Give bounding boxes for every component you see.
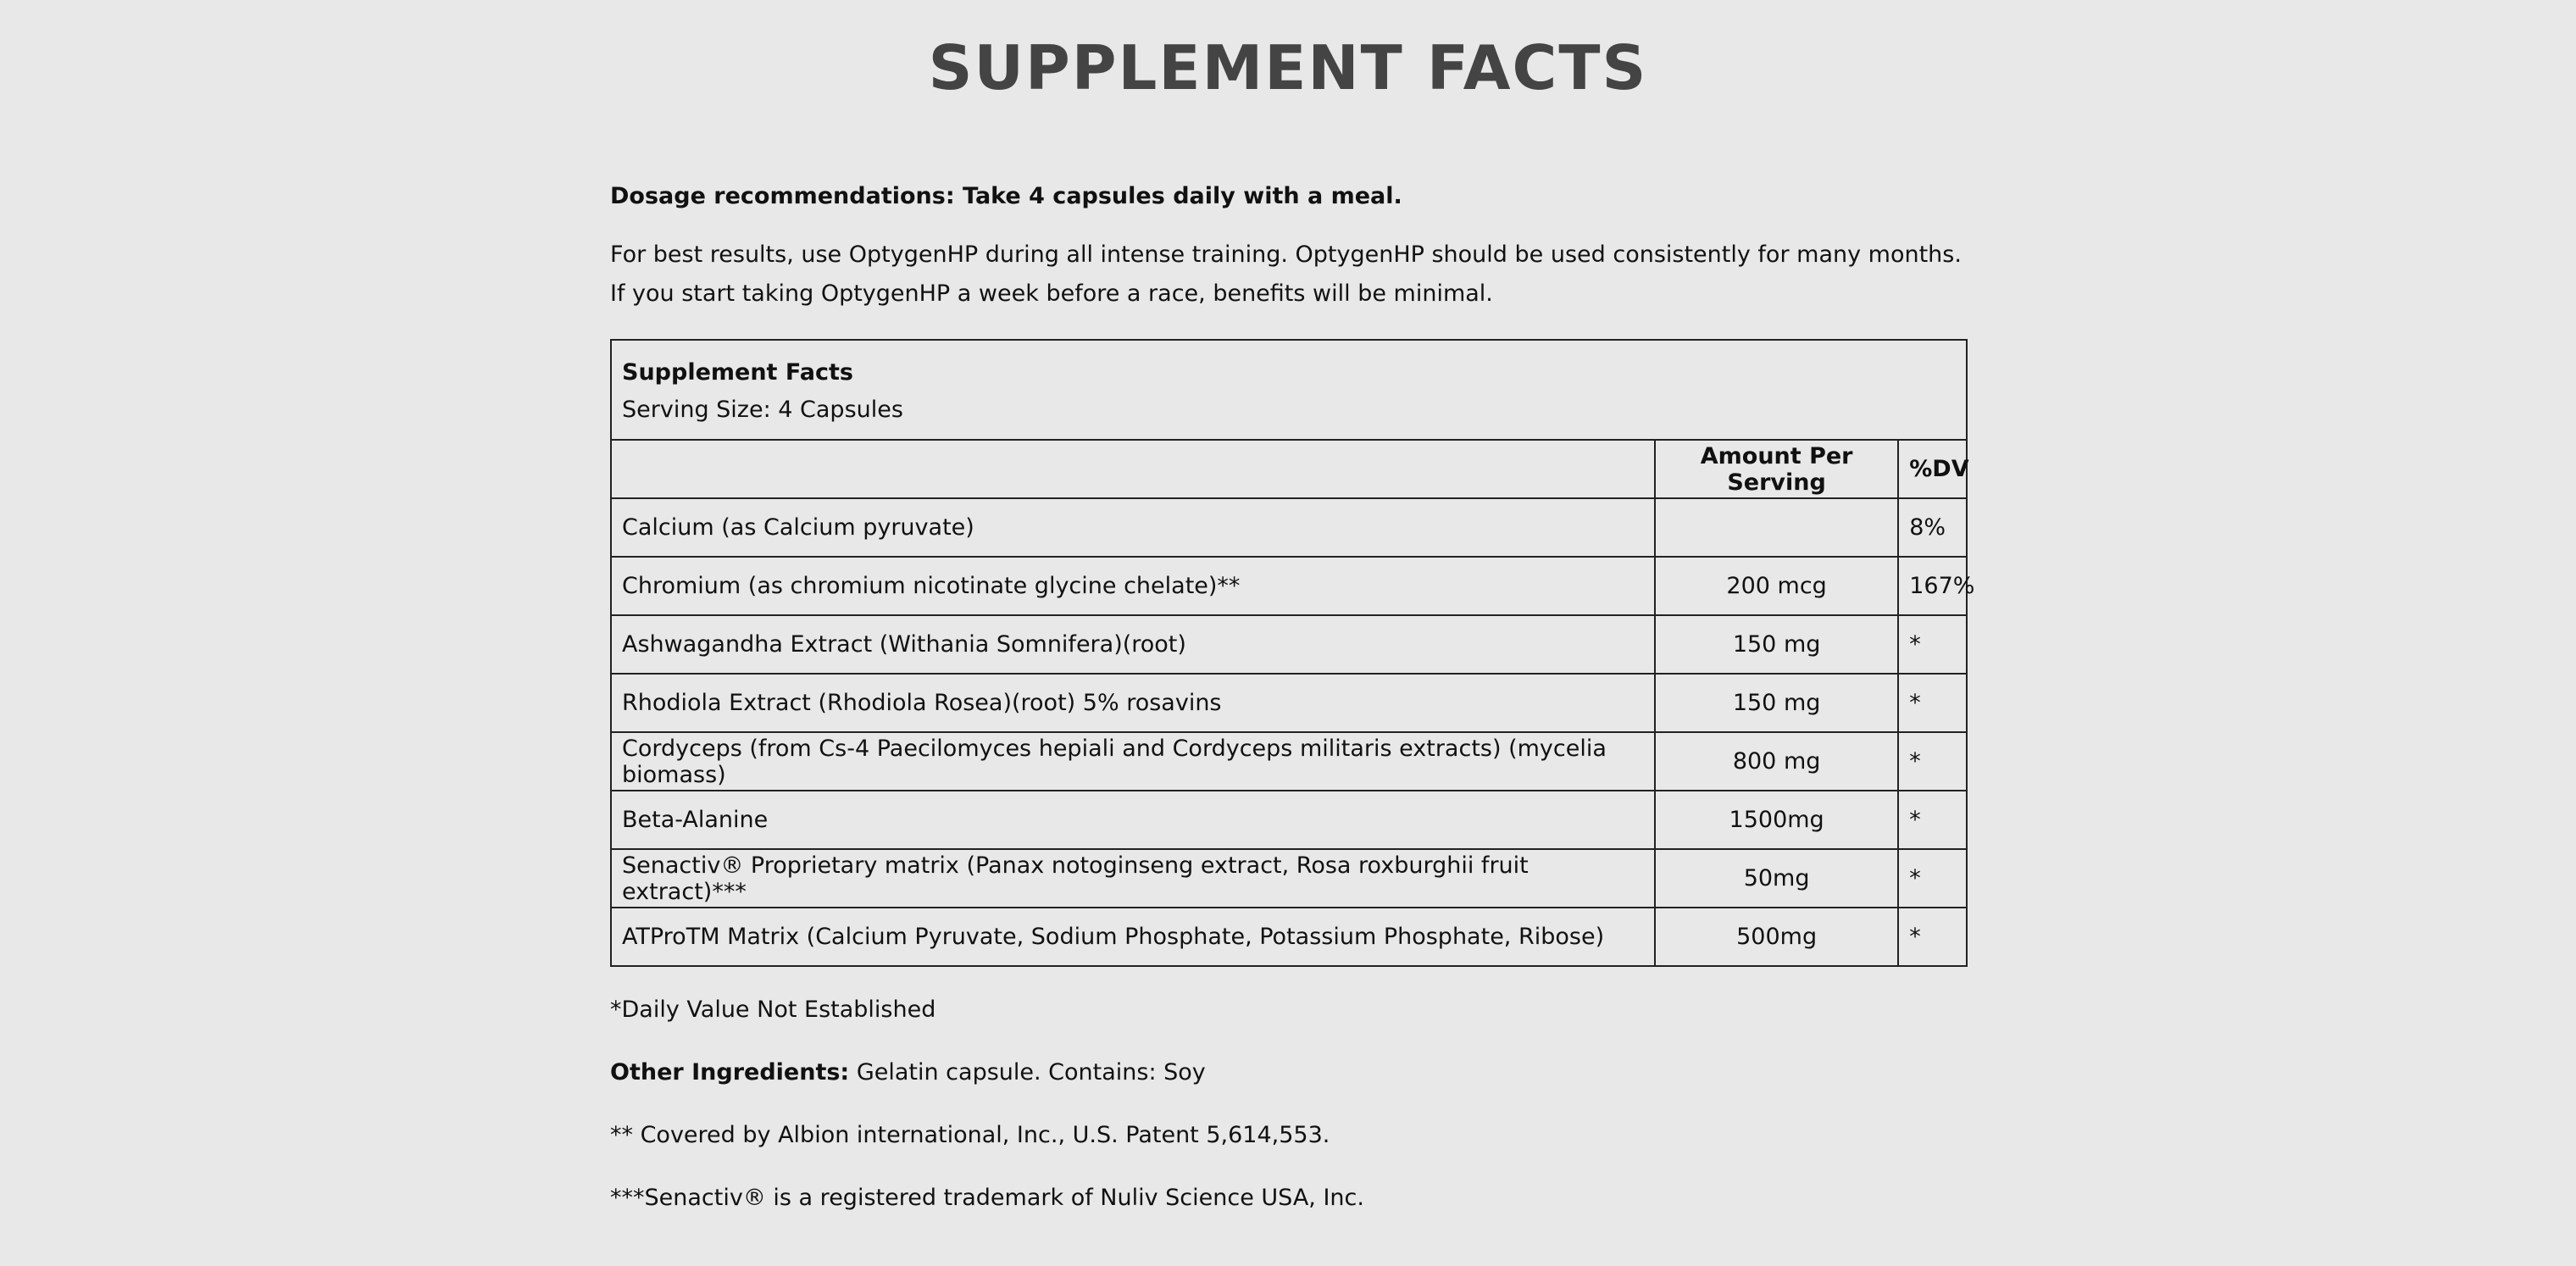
ingredient-dv: *	[1898, 674, 1967, 732]
column-header-name	[611, 440, 1655, 498]
facts-title: Supplement Facts	[622, 359, 853, 386]
column-header-row	[611, 440, 1967, 498]
ingredient-dv: *	[1898, 908, 1967, 966]
table-row	[611, 732, 1967, 791]
intro-paragraph: For best results, use OptygenHP during all intense training. OptygenHP should be used consistently for many months. If you start taking OptygenHP a week before a race, benefits will be minimal.	[610, 242, 1962, 307]
ingredient-amount: 150 mg	[1655, 615, 1898, 674]
column-header-amount: Amount Per Serving	[1655, 440, 1898, 498]
ingredient-dv: 167%	[1898, 557, 1967, 615]
serving-size: Serving Size: 4 Capsules	[622, 397, 903, 423]
table-row	[611, 615, 1967, 674]
ingredient-name: Beta-Alanine	[611, 791, 1655, 849]
ingredient-dv: *	[1898, 615, 1967, 674]
table-row	[611, 498, 1967, 557]
ingredient-name: Senactiv® Proprietary matrix (Panax notoginseng extract, Rosa roxburghii fruit extract)***	[611, 849, 1655, 908]
ingredient-name: Chromium (as chromium nicotinate glycine chelate)**	[611, 557, 1655, 615]
ingredient-amount: 150 mg	[1655, 674, 1898, 732]
facts-header-row	[611, 340, 1967, 440]
other-ingredients	[610, 1053, 1968, 1092]
albion-note: ** Covered by Albion international, Inc., U.S. Patent 5,614,553.	[610, 1122, 1330, 1148]
dosage-recommendation: Dosage recommendations: Take 4 capsules daily with a meal.	[610, 183, 1402, 209]
ingredient-amount: 800 mg	[1655, 732, 1898, 791]
supplement-facts-table	[610, 339, 1975, 967]
column-header-dv: %DV	[1898, 440, 1967, 498]
ingredient-amount: 200 mcg	[1655, 557, 1898, 615]
ingredient-amount: 500mg	[1655, 908, 1898, 966]
daily-value-note: *Daily Value Not Established	[610, 997, 936, 1023]
ingredient-dv: *	[1898, 849, 1967, 908]
other-ingredients-label: Other Ingredients:	[610, 1059, 850, 1086]
page-title: SUPPLEMENT FACTS	[928, 32, 1648, 103]
content	[610, 176, 1975, 1218]
ingredient-dv: *	[1898, 791, 1967, 849]
table-row	[611, 674, 1967, 732]
ingredient-amount	[1655, 498, 1898, 557]
facts-header-cell	[611, 340, 1967, 440]
table-row	[611, 908, 1967, 966]
senactiv-note: ***Senactiv® is a registered trademark of Nuliv Science USA, Inc.	[610, 1185, 1364, 1211]
ingredient-name: Rhodiola Extract (Rhodiola Rosea)(root) 5% rosavins	[611, 674, 1655, 732]
ingredient-name: Ashwagandha Extract (Withania Somnifera)(root)	[611, 615, 1655, 674]
ingredient-name: ATProTM Matrix (Calcium Pyruvate, Sodium Phosphate, Potassium Phosphate, Ribose)	[611, 908, 1655, 966]
table-row	[611, 557, 1967, 615]
ingredient-name: Calcium (as Calcium pyruvate)	[611, 498, 1655, 557]
ingredient-dv: *	[1898, 732, 1967, 791]
ingredient-amount: 1500mg	[1655, 791, 1898, 849]
ingredient-amount: 50mg	[1655, 849, 1898, 908]
other-ingredients-value: Gelatin capsule. Contains: Soy	[849, 1059, 1206, 1086]
table-row	[611, 791, 1967, 849]
ingredient-name: Cordyceps (from Cs-4 Paecilomyces hepiali and Cordyceps militaris extracts) (mycelia biomass)	[611, 732, 1655, 791]
table-row	[611, 849, 1967, 908]
ingredient-dv: 8%	[1898, 498, 1967, 557]
